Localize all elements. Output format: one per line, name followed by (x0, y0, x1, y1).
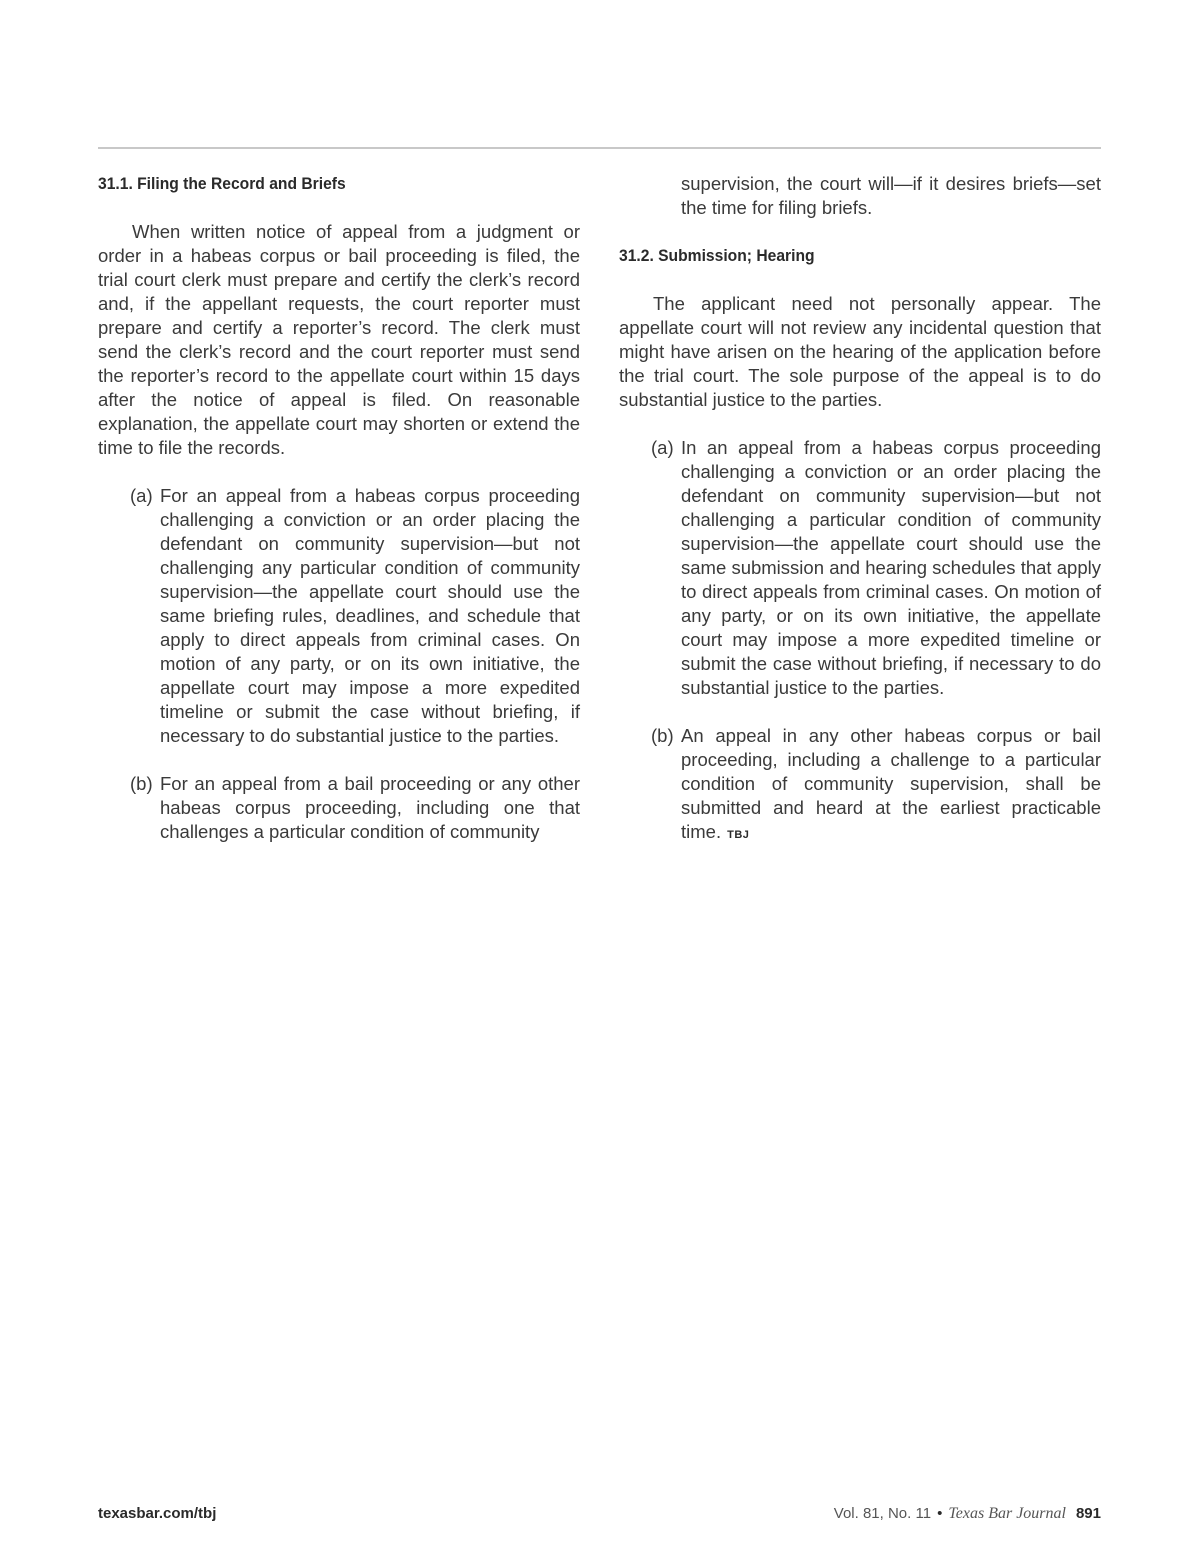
section-heading-31-2: 31.2. Submission; Hearing (619, 246, 815, 265)
list-marker: (b) (651, 725, 674, 746)
list-item-31-2-b (619, 724, 1101, 847)
list-item-31-1-b (98, 772, 580, 844)
list-marker: (a) (651, 437, 674, 458)
footer-website: texasbar.com/tbj (98, 1505, 217, 1522)
tbj-end-mark: TBJ (727, 829, 750, 841)
section-31-2-intro: The applicant need not personally appear. The appellate court will not review any incidental question that might have arisen on the hearing of the application before the trial court. The sole purpose of the appeal is to do substantial justice to the parties. (619, 293, 1101, 410)
left-column (98, 172, 580, 868)
list-item-text: For an appeal from a habeas corpus proceeding challenging a conviction or an order placing the defendant on community supervision—but not challenging any particular condition of community supervision—the appellate court should use the same briefing rules, deadlines, and schedule that apply to direct appeals from criminal cases. On motion of any party, or on its own initiative, the appellate court may impose a more expedited timeline or submit the case without briefing, if necessary to do substantial justice to the parties. (160, 485, 580, 746)
right-column (619, 172, 1101, 871)
footer-journal-name: Texas Bar Journal (948, 1505, 1066, 1522)
top-divider (98, 147, 1101, 149)
footer-volume: Vol. 81, No. 11 (833, 1505, 932, 1522)
list-item-31-1-a (98, 484, 580, 748)
section-heading-31-1: 31.1. Filing the Record and Briefs (98, 174, 346, 193)
list-marker: (b) (130, 773, 153, 794)
footer-bullet: • (937, 1505, 943, 1522)
list-item-31-2-a (619, 436, 1101, 700)
footer-publication-info (834, 1504, 1101, 1524)
section-31-1-intro: When written notice of appeal from a judgment or order in a habeas corpus or bail proceeding is filed, the trial court clerk must prepare and certify the clerk’s record and, if the appellant requests, the court reporter must prepare and certify a reporter’s record. The clerk must send the clerk’s record and the court reporter must send the reporter’s record to the appellate court within 15 days after the notice of appeal is filed. On reasonable explanation, the appellate court may shorten or extend the time to file the records. (98, 221, 580, 458)
page-number: 891 (1075, 1505, 1101, 1522)
list-item-31-1-b-continuation: supervision, the court will—if it desires briefs—set the time for filing briefs. (681, 173, 1101, 218)
list-item-text: For an appeal from a bail proceeding or any other habeas corpus proceeding, including one that challenges a particular condition of community (160, 773, 580, 842)
list-marker: (a) (130, 485, 153, 506)
list-item-text: An appeal in any other habeas corpus or bail proceeding, including a challenge to a particular condition of community supervision, shall be submitted and heard at the earliest practicable time. (681, 725, 1101, 842)
list-item-text: In an appeal from a habeas corpus proceeding challenging a conviction or an order placing the defendant on community supervision—but not challenging a particular condition of community supervision—the appellate court should use the same submission and hearing schedules that apply to direct appeals from criminal cases. On motion of any party, or on its own initiative, the appellate court may impose a more expedited timeline or submit the case without briefing, if necessary to do substantial justice to the parties. (681, 437, 1101, 698)
